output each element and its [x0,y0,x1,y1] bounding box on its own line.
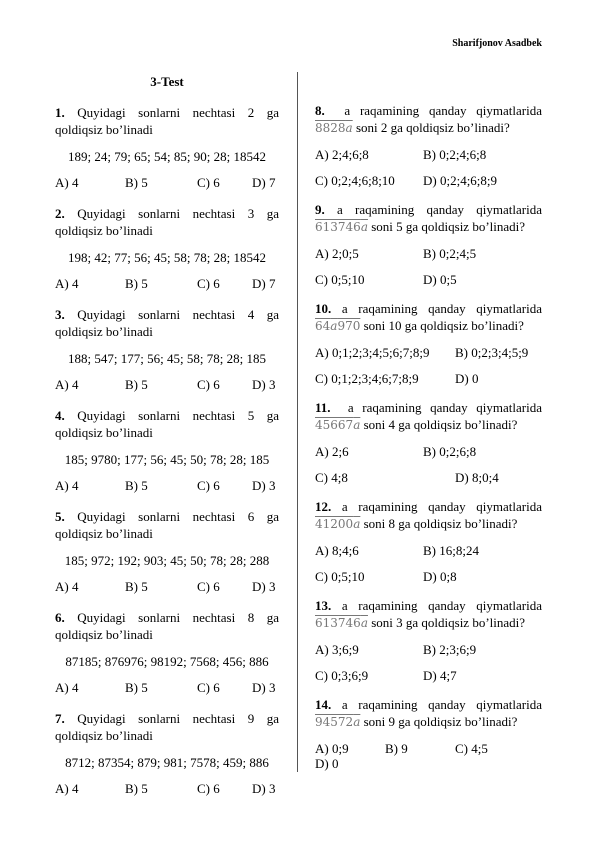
answer-options [315,642,542,658]
option-c[interactable]: C) 0;5;10 [315,569,365,584]
option-a[interactable]: A) 4 [55,680,79,695]
option-b[interactable]: B) 9 [385,741,408,756]
question-text: Quyidagi sonlarni nechtasi 8 ga qoldiqsiz bo’linadi [55,610,279,642]
question-text: Quyidagi sonlarni nechtasi 2 ga qoldiqsiz bo’linadi [55,105,279,137]
answer-options [315,147,542,163]
option-a[interactable]: A) 4 [55,781,79,796]
answer-options [315,444,542,460]
option-b[interactable]: B) 0;2;4;6;8 [423,147,487,162]
question-13 [315,597,542,684]
answer-options [315,345,542,361]
question-suffix: soni 2 ga qoldiqsiz bo’linadi? [355,120,510,135]
option-d[interactable]: D) 8;0;4 [455,470,499,485]
question-8 [315,102,542,189]
question-text: Quyidagi sonlarni nechtasi 3 ga qoldiqsiz bo’linadi [55,206,279,238]
option-b[interactable]: B) 2;3;6;9 [423,642,477,657]
question-text: Quyidagi sonlarni nechtasi 4 ga qoldiqsiz bo’linadi [55,307,279,339]
option-a[interactable]: A) 4 [55,478,79,493]
question-prefix: a raqamining qanday qiymatlarida [337,202,543,217]
question-suffix: soni 10 ga qoldiqsiz bo’linadi? [363,318,524,333]
overlined-number: 64a970 [315,319,361,333]
question-2 [55,205,279,239]
option-d[interactable]: D) 0 [455,371,479,386]
answer-options [315,272,542,288]
option-c[interactable]: C) 0;2;4;6;8;10 [315,173,395,188]
overlined-number: 41200a [315,517,361,531]
option-d[interactable]: D) 0;2;4;6;8;9 [423,173,498,188]
option-a[interactable]: A) 0;1;2;3;4;5;6;7;8;9 [315,345,430,360]
question-suffix: soni 8 ga qoldiqsiz bo’linadi? [363,516,518,531]
question-number: 5. [55,509,65,524]
question-12 [315,498,542,585]
option-c[interactable]: C) 6 [197,579,220,594]
option-a[interactable]: A) 3;6;9 [315,642,359,657]
question-prefix: a raqamining qanday qiymatlarida [347,400,542,415]
answer-options [55,781,279,797]
option-d[interactable]: D) 3 [252,680,276,695]
answer-options [55,680,279,696]
answer-options [55,478,279,494]
overlined-number: 613746a [315,616,368,630]
question-4 [55,407,279,441]
option-c[interactable]: C) 6 [197,478,220,493]
author-name: Sharifjonov Asadbek [452,38,542,49]
option-b[interactable]: B) 5 [125,377,148,392]
answer-options [315,668,542,684]
answer-options [315,371,542,387]
option-c[interactable]: C) 6 [197,680,220,695]
option-a[interactable]: A) 2;4;6;8 [315,147,369,162]
answer-options [55,175,279,191]
option-c[interactable]: C) 6 [197,175,220,190]
test-title: 3-Test [150,74,184,89]
option-d[interactable]: D) 0;8 [423,569,457,584]
question-suffix: soni 4 ga qoldiqsiz bo’linadi? [363,417,518,432]
option-c[interactable]: C) 4;8 [315,470,348,485]
question-prefix: a raqamining qanday qiymatlarida [341,301,543,316]
question-number: 1. [55,105,65,120]
option-b[interactable]: B) 5 [125,781,148,796]
question-prefix: a raqamining qanday qiymatlarida [341,598,543,613]
option-c[interactable]: C) 6 [197,276,220,291]
left-column [55,72,279,811]
option-c[interactable]: C) 6 [197,377,220,392]
question-number: 8. [315,103,325,118]
overlined-number: 8828a [315,121,353,135]
question-number: 4. [55,408,65,423]
answer-options [55,377,279,393]
option-d[interactable]: D) 3 [252,781,276,796]
option-b[interactable]: B) 0;2;6;8 [423,444,477,459]
option-b[interactable]: B) 5 [125,175,148,190]
answer-options [315,543,542,559]
right-column [315,72,542,783]
question-9 [315,201,542,288]
number-list: 8712; 87354; 879; 981; 7578; 459; 886 [65,755,269,770]
question-number: 2. [55,206,65,221]
option-c[interactable]: C) 6 [197,781,220,796]
option-a[interactable]: A) 8;4;6 [315,543,359,558]
option-d[interactable]: D) 3 [252,377,276,392]
option-c[interactable]: C) 0;3;6;9 [315,668,369,683]
option-d[interactable]: D) 4;7 [423,668,457,683]
option-d[interactable]: D) 0;5 [423,272,457,287]
option-a[interactable]: A) 4 [55,276,79,291]
option-a[interactable]: A) 4 [55,175,79,190]
answer-options [55,579,279,595]
question-number: 9. [315,202,325,217]
question-prefix: a raqamining qanday qiymatlarida [341,697,543,712]
question-11 [315,399,542,486]
answer-options [55,276,279,292]
question-text: Quyidagi sonlarni nechtasi 5 ga qoldiqsiz bo’linadi [55,408,279,440]
question-number: 12. [315,499,332,514]
option-a[interactable]: A) 2;0;5 [315,246,359,261]
question-prefix: a raqamining qanday qiymatlarida [341,499,543,514]
question-number: 10. [315,301,332,316]
question-number: 13. [315,598,332,613]
question-suffix: soni 9 ga qoldiqsiz bo’linadi? [363,714,518,729]
option-a[interactable]: A) 4 [55,579,79,594]
question-7 [55,710,279,744]
option-d[interactable]: D) 0 [315,756,339,771]
option-b[interactable]: B) 16;8;24 [423,543,479,558]
option-c[interactable]: C) 0;5;10 [315,272,365,287]
question-10 [315,300,542,387]
number-list: 188; 547; 177; 56; 45; 58; 78; 28; 185 [68,351,266,366]
option-b[interactable]: B) 0;2;4;5 [423,246,477,261]
answer-options [315,470,542,486]
question-number: 7. [55,711,65,726]
option-b[interactable]: B) 5 [125,579,148,594]
question-number: 14. [315,697,332,712]
answer-options [315,569,542,585]
option-d[interactable]: D) 3 [252,579,276,594]
number-list: 198; 42; 77; 56; 45; 58; 78; 28; 18542 [68,250,266,265]
spacer [315,72,542,102]
option-b[interactable]: B) 5 [125,680,148,695]
option-a[interactable]: A) 4 [55,377,79,392]
number-list: 189; 24; 79; 65; 54; 85; 90; 28; 18542 [68,149,266,164]
question-number: 3. [55,307,65,322]
option-c[interactable]: C) 4;5 [455,741,488,756]
option-b[interactable]: B) 5 [125,276,148,291]
question-suffix: soni 3 ga qoldiqsiz bo’linadi? [371,615,526,630]
question-14 [315,696,542,771]
question-text: Quyidagi sonlarni nechtasi 6 ga qoldiqsiz bo’linadi [55,509,279,541]
number-list: 185; 972; 192; 903; 45; 50; 78; 28; 288 [64,553,270,568]
question-1 [55,104,279,138]
option-d[interactable]: D) 7 [252,276,276,291]
question-6 [55,609,279,643]
number-list: 87185; 876976; 98192; 7568; 456; 886 [65,654,269,669]
answer-options [315,741,542,771]
answer-options [315,173,542,189]
question-prefix: a raqamining qanday qiymatlarida [344,103,543,118]
question-text: Quyidagi sonlarni nechtasi 9 ga qoldiqsiz bo’linadi [55,711,279,743]
option-b[interactable]: B) 5 [125,478,148,493]
question-suffix: soni 5 ga qoldiqsiz bo’linadi? [371,219,526,234]
overlined-number: 94572a [315,715,361,729]
option-a[interactable]: A) 0;9 [315,741,349,756]
option-b[interactable]: B) 0;2;3;4;5;9 [455,345,529,360]
question-5 [55,508,279,542]
option-a[interactable]: A) 2;6 [315,444,349,459]
option-c[interactable]: C) 0;1;2;3;4;6;7;8;9 [315,371,419,386]
overlined-number: 613746a [315,220,368,234]
option-d[interactable]: D) 3 [252,478,276,493]
number-list: 185; 9780; 177; 56; 45; 50; 78; 28; 185 [64,452,270,467]
column-divider [297,72,298,772]
question-number: 11. [315,400,331,415]
option-d[interactable]: D) 7 [252,175,276,190]
overlined-number: 45667a [315,418,361,432]
answer-options [315,246,542,262]
question-3 [55,306,279,340]
question-number: 6. [55,610,65,625]
